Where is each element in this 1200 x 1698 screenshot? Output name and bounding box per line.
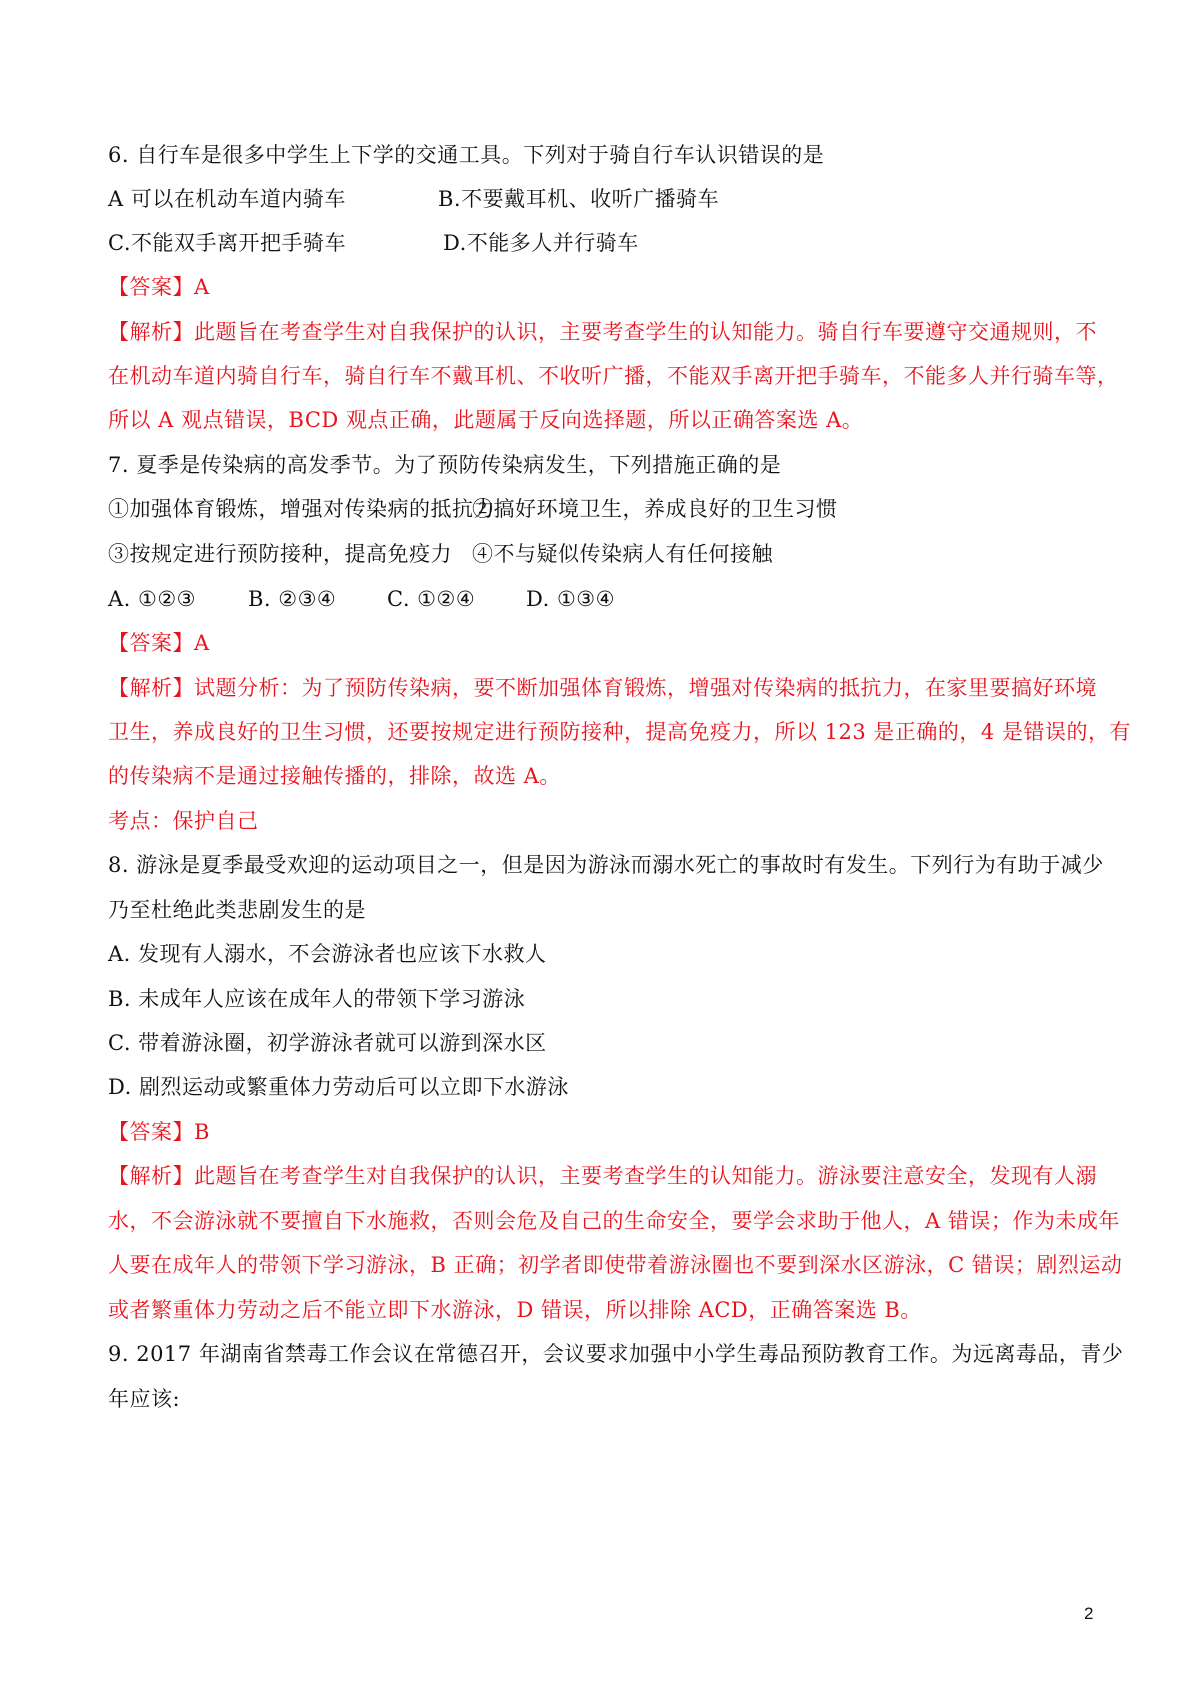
question-8-answer: [108, 1118, 210, 1146]
question-7-choice-a: A. ①②③: [108, 587, 196, 611]
question-6-analysis-line-3: 所以 A 观点错误，BCD 观点正确，此题属于反向选择题，所以正确答案选 A。: [108, 408, 864, 432]
answer-label: 【答案】: [108, 1120, 194, 1144]
question-8-option-a: A. 发现有人溺水，不会游泳者也应该下水救人: [108, 942, 547, 966]
analysis-label: 【解析】: [108, 676, 194, 700]
question-7-answer: [108, 629, 210, 657]
answer-value: A: [194, 631, 210, 655]
question-7-kaodian: 考点：保护自己: [108, 809, 259, 833]
question-6-option-d: D.不能多人并行骑车: [443, 231, 639, 255]
answer-value: B: [194, 1120, 210, 1144]
question-6-option-a: A 可以在机动车道内骑车: [108, 187, 346, 211]
question-7-analysis-line-2: 卫生，养成良好的卫生习惯，还要按规定进行预防接种，提高免疫力，所以 123 是正确的，4 是错误的，有: [108, 720, 1131, 744]
question-7-choice-c: C. ①②④: [387, 587, 476, 611]
question-7-item-2: ②搞好环境卫生，养成良好的卫生习惯: [472, 497, 838, 521]
analysis-text: 试题分析：为了预防传染病，要不断加强体育锻炼，增强对传染病的抵抗力，在家里要搞好环境: [194, 676, 1097, 700]
question-6-stem: 6. 自行车是很多中学生上下学的交通工具。下列对于骑自行车认识错误的是: [108, 143, 825, 167]
question-8-stem-line-1: 8. 游泳是夏季最受欢迎的运动项目之一，但是因为游泳而溺水死亡的事故时有发生。下列行为有助于减少: [108, 853, 1104, 877]
answer-label: 【答案】: [108, 275, 194, 299]
question-7-item-1: ①加强体育锻炼，增强对传染病的抵抗力: [108, 497, 495, 521]
analysis-text: 此题旨在考查学生对自我保护的认识，主要考查学生的认知能力。游泳要注意安全，发现有人溺: [194, 1164, 1097, 1188]
question-8-option-c: C. 带着游泳圈，初学游泳者就可以游到深水区: [108, 1031, 547, 1055]
question-8-stem-line-2: 乃至杜绝此类悲剧发生的是: [108, 898, 366, 922]
question-8-analysis-line-3: 人要在成年人的带领下学习游泳，B 正确；初学者即使带着游泳圈也不要到深水区游泳，C 错误；剧烈运动: [108, 1253, 1123, 1277]
question-6-option-c: C.不能双手离开把手骑车: [108, 231, 346, 255]
page-number: 2: [1084, 1604, 1094, 1623]
question-7-analysis-line-3: 的传染病不是通过接触传播的，排除，故选 A。: [108, 764, 561, 788]
question-9-stem-line-2: 年应该:: [108, 1387, 181, 1411]
question-8-option-b: B. 未成年人应该在成年人的带领下学习游泳: [108, 987, 526, 1011]
answer-label: 【答案】: [108, 631, 194, 655]
analysis-label: 【解析】: [108, 320, 194, 344]
question-8-analysis-line-4: 或者繁重体力劳动之后不能立即下水游泳，D 错误，所以排除 ACD，正确答案选 B。: [108, 1298, 922, 1322]
answer-value: A: [194, 275, 210, 299]
question-7-stem: 7. 夏季是传染病的高发季节。为了预防传染病发生，下列措施正确的是: [108, 453, 782, 477]
analysis-text: 此题旨在考查学生对自我保护的认识，主要考查学生的认知能力。骑自行车要遵守交通规则，不: [194, 320, 1097, 344]
question-7-choice-d: D. ①③④: [526, 587, 615, 611]
question-7-items-row-2: [108, 540, 1108, 568]
question-7-items-row-1: [108, 495, 1108, 523]
analysis-label: 【解析】: [108, 1164, 194, 1188]
question-7-item-4: ④不与疑似传染病人有任何接触: [472, 542, 773, 566]
question-7-choice-b: B. ②③④: [248, 587, 337, 611]
question-6-answer: [108, 273, 210, 301]
question-8-option-d: D. 剧烈运动或繁重体力劳动后可以立即下水游泳: [108, 1075, 569, 1099]
question-6-options-row-1: [108, 185, 1108, 213]
question-6-analysis-line-2: 在机动车道内骑自行车，骑自行车不戴耳机、不收听广播，不能双手离开把手骑车，不能多人并行骑车等，: [108, 364, 1119, 388]
question-6-analysis-line-1: [108, 318, 1097, 346]
question-7-item-3: ③按规定进行预防接种，提高免疫力: [108, 542, 452, 566]
question-9-stem-line-1: 9. 2017 年湖南省禁毒工作会议在常德召开，会议要求加强中小学生毒品预防教育工作。为远离毒品，青少: [108, 1342, 1124, 1366]
question-8-analysis-line-1: [108, 1162, 1097, 1190]
question-6-options-row-2: [108, 229, 1108, 257]
question-7-analysis-line-1: [108, 674, 1097, 702]
question-6-option-b: B.不要戴耳机、收听广播骑车: [438, 187, 720, 211]
question-8-analysis-line-2: 水，不会游泳就不要擅自下水施救，否则会危及自己的生命安全，要学会求助于他人，A 错误；作为未成年: [108, 1209, 1120, 1233]
